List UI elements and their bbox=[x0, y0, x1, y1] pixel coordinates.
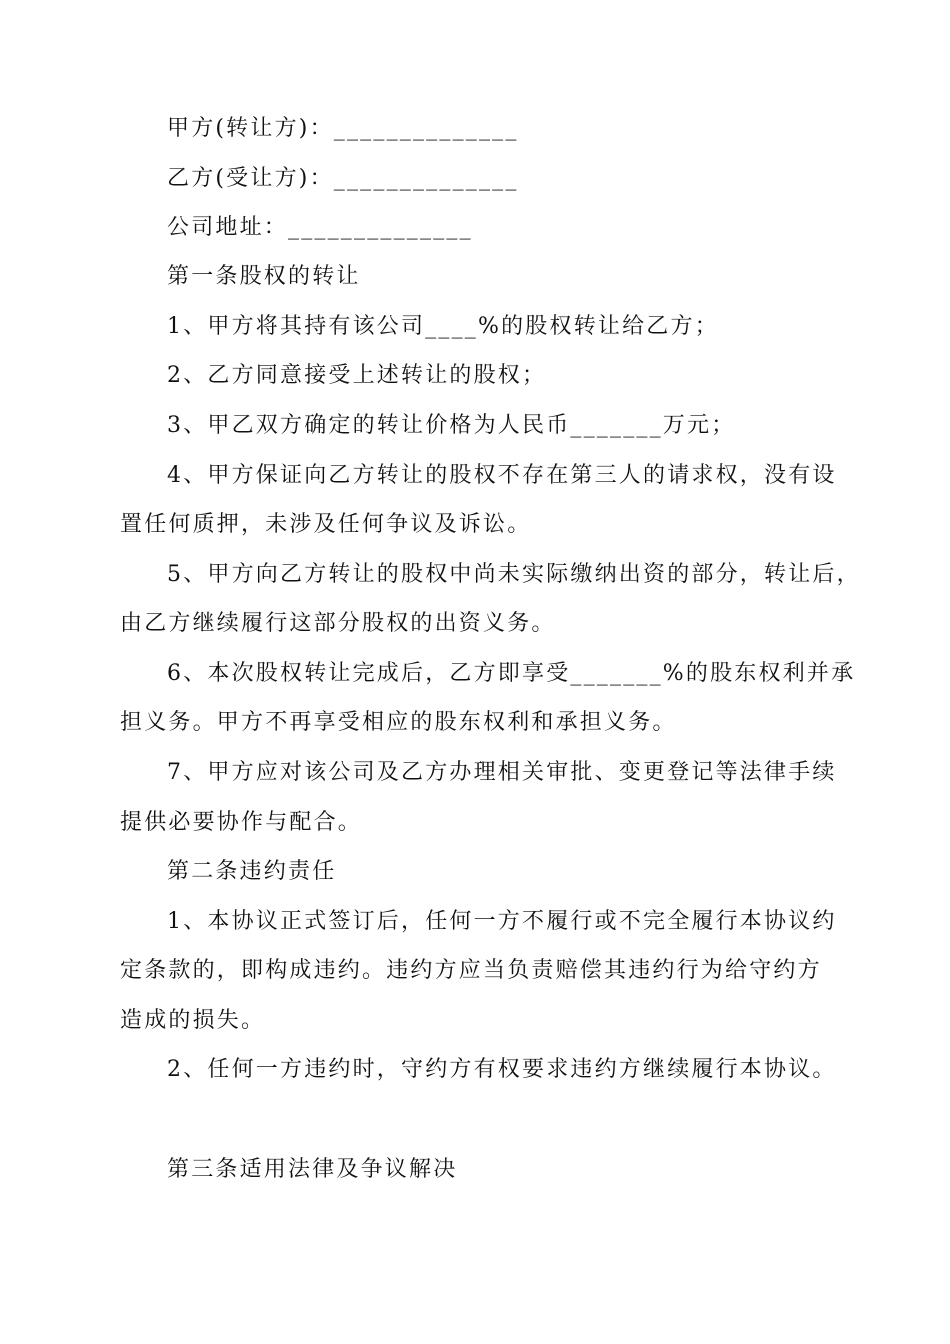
article-2-clause-1-line-1: 1、本协议正式签订后，任何一方不履行或不完全履行本协议约 bbox=[167, 909, 837, 934]
article-3-heading: 第三条适用法律及争议解决 bbox=[167, 1157, 458, 1182]
article-1-clause-1: 1、甲方将其持有该公司____%的股权转让给乙方； bbox=[167, 314, 719, 339]
article-1-clause-5-line-1: 5、甲方向乙方转让的股权中尚未实际缴纳出资的部分，转让后， bbox=[167, 562, 861, 587]
article-2-clause-2: 2、任何一方违约时，守约方有权要求违约方继续履行本协议。 bbox=[167, 1057, 837, 1082]
article-1-clause-5-line-2: 由乙方继续履行这部分股权的出资义务。 bbox=[120, 611, 556, 636]
article-1-clause-4-line-2: 置任何质押，未涉及任何争议及诉讼。 bbox=[120, 512, 532, 537]
article-2-heading: 第二条违约责任 bbox=[167, 859, 337, 884]
party-a-line: 甲方(转让方)：______________ bbox=[167, 116, 519, 141]
company-address-line: 公司地址：______________ bbox=[167, 215, 473, 240]
article-1-clause-6-line-2: 担义务。甲方不再享受相应的股东权利和承担义务。 bbox=[120, 710, 677, 735]
article-1-clause-3: 3、甲乙双方确定的转让价格为人民币_______万元； bbox=[167, 413, 736, 438]
article-1-clause-6-line-1: 6、本次股权转让完成后，乙方即享受_______%的股东权利并承 bbox=[167, 661, 856, 686]
article-1-clause-2: 2、乙方同意接受上述转让的股权； bbox=[167, 363, 547, 388]
article-1-clause-4-line-1: 4、甲方保证向乙方转让的股权不存在第三人的请求权，没有设 bbox=[167, 463, 837, 488]
article-1-clause-7-line-1: 7、甲方应对该公司及乙方办理相关审批、变更登记等法律手续 bbox=[167, 760, 837, 785]
article-2-clause-1-line-2: 定条款的，即构成违约。违约方应当负责赔偿其违约行为给守约方 bbox=[120, 958, 822, 983]
article-1-clause-7-line-2: 提供必要协作与配合。 bbox=[120, 810, 363, 835]
party-b-line: 乙方(受让方)：______________ bbox=[167, 166, 519, 191]
article-2-clause-1-line-3: 造成的损失。 bbox=[120, 1008, 266, 1033]
article-1-heading: 第一条股权的转让 bbox=[167, 264, 361, 289]
